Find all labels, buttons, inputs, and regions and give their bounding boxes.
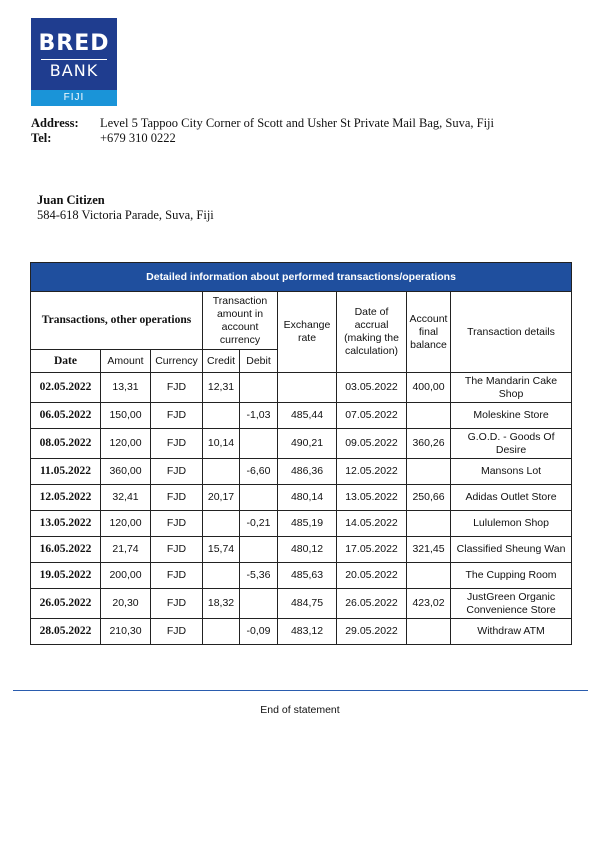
details-header: Transaction details [451, 292, 572, 373]
date-header: Date [31, 350, 101, 373]
exchange-rate-cell: 480,14 [278, 485, 337, 511]
credit-cell: 18,32 [203, 589, 240, 619]
details-cell: Lululemon Shop [451, 511, 572, 537]
details-cell: Classified Sheung Wan [451, 537, 572, 563]
debit-cell [240, 537, 278, 563]
currency-cell: FJD [151, 511, 203, 537]
footer-divider [13, 690, 588, 691]
exchange-rate-cell: 480,12 [278, 537, 337, 563]
date-cell: 19.05.2022 [31, 563, 101, 589]
accrual-date-cell: 09.05.2022 [337, 429, 407, 459]
amount-header: Amount [101, 350, 151, 373]
date-cell: 06.05.2022 [31, 403, 101, 429]
balance-cell: 423,02 [407, 589, 451, 619]
table-row [31, 589, 572, 619]
currency-cell: FJD [151, 563, 203, 589]
details-cell: Mansons Lot [451, 459, 572, 485]
balance-cell: 321,45 [407, 537, 451, 563]
credit-cell: 15,74 [203, 537, 240, 563]
logo-line-bank: BANK [49, 61, 99, 80]
debit-cell [240, 485, 278, 511]
final-balance-header: Account final balance [407, 292, 451, 373]
credit-cell: 10,14 [203, 429, 240, 459]
balance-cell [407, 459, 451, 485]
accrual-date-cell: 07.05.2022 [337, 403, 407, 429]
table-row [31, 485, 572, 511]
amount-cell: 360,00 [101, 459, 151, 485]
date-cell: 26.05.2022 [31, 589, 101, 619]
amount-cell: 150,00 [101, 403, 151, 429]
customer-address: 584-618 Victoria Parade, Suva, Fiji [37, 208, 214, 222]
table-title: Detailed information about performed transactions/operations [31, 263, 572, 292]
exchange-rate-cell: 485,63 [278, 563, 337, 589]
credit-header: Credit [203, 350, 240, 373]
exchange-rate-cell [278, 373, 337, 403]
balance-cell: 360,26 [407, 429, 451, 459]
date-cell: 16.05.2022 [31, 537, 101, 563]
details-cell: The Cupping Room [451, 563, 572, 589]
end-of-statement: End of statement [260, 704, 340, 716]
accrual-date-cell: 29.05.2022 [337, 619, 407, 645]
details-cell: Withdraw ATM [451, 619, 572, 645]
tel-label: Tel: [31, 131, 52, 145]
bank-contact [31, 116, 494, 146]
details-cell: The Mandarin Cake Shop [451, 373, 572, 403]
accrual-date-header: Date of accrual (making the calculation) [337, 292, 407, 373]
accrual-date-cell: 26.05.2022 [337, 589, 407, 619]
details-cell: JustGreen Organic Convenience Store [451, 589, 572, 619]
accrual-date-cell: 12.05.2022 [337, 459, 407, 485]
exchange-rate-cell: 490,21 [278, 429, 337, 459]
date-cell: 28.05.2022 [31, 619, 101, 645]
accrual-date-cell: 03.05.2022 [337, 373, 407, 403]
date-cell: 11.05.2022 [31, 459, 101, 485]
exchange-rate-header: Exchange rate [278, 292, 337, 373]
debit-cell: -0,21 [240, 511, 278, 537]
currency-cell: FJD [151, 537, 203, 563]
table-row [31, 511, 572, 537]
debit-cell [240, 429, 278, 459]
balance-cell [407, 403, 451, 429]
transactions-table [30, 262, 572, 645]
currency-cell: FJD [151, 485, 203, 511]
currency-cell: FJD [151, 429, 203, 459]
currency-cell: FJD [151, 403, 203, 429]
credit-cell [203, 619, 240, 645]
bank-logo [31, 18, 117, 106]
amount-cell: 210,30 [101, 619, 151, 645]
amount-cell: 21,74 [101, 537, 151, 563]
amount-cell: 20,30 [101, 589, 151, 619]
address-label: Address: [31, 116, 79, 130]
table-row [31, 537, 572, 563]
credit-cell [203, 403, 240, 429]
customer-name: Juan Citizen [37, 193, 105, 207]
exchange-rate-cell: 485,19 [278, 511, 337, 537]
details-cell: Moleskine Store [451, 403, 572, 429]
debit-header: Debit [240, 350, 278, 373]
table-row [31, 563, 572, 589]
amount-cell: 120,00 [101, 429, 151, 459]
transactions-group-header: Transactions, other operations [31, 292, 203, 350]
tel-value: +679 310 0222 [100, 131, 176, 145]
address-row [31, 116, 494, 131]
debit-cell: -1,03 [240, 403, 278, 429]
debit-cell [240, 373, 278, 403]
amount-group-header: Transaction amount in account currency [203, 292, 278, 350]
exchange-rate-cell: 485,44 [278, 403, 337, 429]
credit-cell [203, 511, 240, 537]
credit-cell [203, 459, 240, 485]
date-cell: 02.05.2022 [31, 373, 101, 403]
exchange-rate-cell: 484,75 [278, 589, 337, 619]
logo-line-bred: BRED [38, 31, 110, 56]
logo-band-fiji: FIJI [31, 90, 117, 106]
amount-cell: 200,00 [101, 563, 151, 589]
currency-cell: FJD [151, 589, 203, 619]
credit-cell: 12,31 [203, 373, 240, 403]
date-cell: 08.05.2022 [31, 429, 101, 459]
balance-cell [407, 619, 451, 645]
currency-cell: FJD [151, 459, 203, 485]
exchange-rate-cell: 483,12 [278, 619, 337, 645]
details-cell: Adidas Outlet Store [451, 485, 572, 511]
date-cell: 12.05.2022 [31, 485, 101, 511]
amount-cell: 120,00 [101, 511, 151, 537]
balance-cell [407, 563, 451, 589]
logo-divider [41, 59, 107, 60]
debit-cell: -6,60 [240, 459, 278, 485]
amount-cell: 32,41 [101, 485, 151, 511]
accrual-date-cell: 17.05.2022 [337, 537, 407, 563]
debit-cell: -5,36 [240, 563, 278, 589]
accrual-date-cell: 14.05.2022 [337, 511, 407, 537]
transactions-body [31, 373, 572, 645]
details-cell: G.O.D. - Goods Of Desire [451, 429, 572, 459]
currency-header: Currency [151, 350, 203, 373]
balance-cell: 400,00 [407, 373, 451, 403]
table-row [31, 403, 572, 429]
tel-row [31, 131, 494, 146]
credit-cell: 20,17 [203, 485, 240, 511]
debit-cell [240, 589, 278, 619]
address-value: Level 5 Tappoo City Corner of Scott and Usher St Private Mail Bag, Suva, Fiji [100, 116, 494, 130]
table-row [31, 619, 572, 645]
accrual-date-cell: 20.05.2022 [337, 563, 407, 589]
accrual-date-cell: 13.05.2022 [337, 485, 407, 511]
debit-cell: -0,09 [240, 619, 278, 645]
credit-cell [203, 563, 240, 589]
currency-cell: FJD [151, 373, 203, 403]
table-row [31, 373, 572, 403]
currency-cell: FJD [151, 619, 203, 645]
balance-cell [407, 511, 451, 537]
date-cell: 13.05.2022 [31, 511, 101, 537]
balance-cell: 250,66 [407, 485, 451, 511]
table-row [31, 429, 572, 459]
exchange-rate-cell: 486,36 [278, 459, 337, 485]
amount-cell: 13,31 [101, 373, 151, 403]
table-row [31, 459, 572, 485]
customer-block [37, 193, 214, 223]
